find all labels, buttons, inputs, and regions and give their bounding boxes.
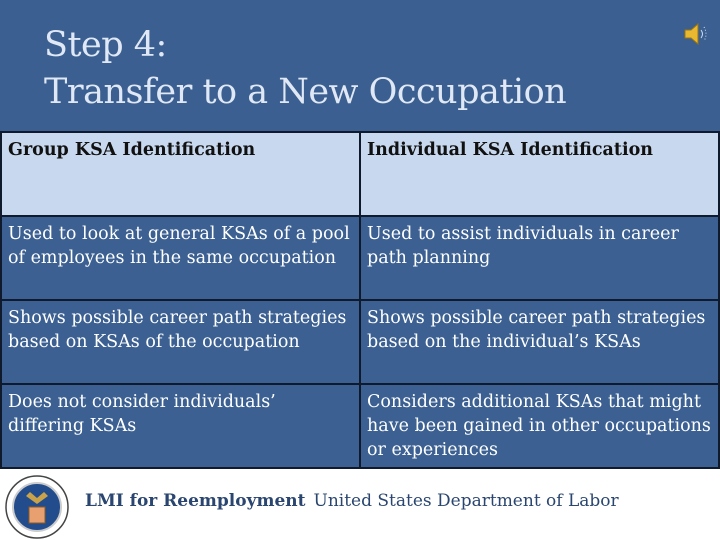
table-cell: Considers additional KSAs that might have been gained in other occupations or experiences [360,384,719,468]
table-cell: Used to look at general KSAs of a pool of employees in the same occupation [1,216,360,300]
agency-name: United States Department of Labor [313,491,619,511]
table-cell: Shows possible career path strategies based on KSAs of the occupation [1,300,360,384]
dol-seal-logo [4,474,70,540]
table-row [1,300,719,384]
header-group-ksa: Group KSA Identification [1,132,360,216]
table-cell: Shows possible career path strategies based on the individual’s KSAs [360,300,719,384]
speaker-icon[interactable] [683,22,709,46]
table-row [1,216,719,300]
table-cell: Used to assist individuals in career path planning [360,216,719,300]
title-line-2: Transfer to a New Occupation [44,72,567,112]
footer [0,470,720,540]
table-row [1,384,719,468]
slide-title [44,22,566,116]
table-header-row [1,132,719,216]
table-cell: Does not consider individuals’ differing KSAs [1,384,360,468]
program-name: LMI for Reemployment [85,491,306,511]
header-individual-ksa: Individual KSA Identification [360,132,719,216]
footer-text [85,491,619,511]
ksa-comparison-table [0,131,720,469]
title-line-1: Step 4: [44,25,167,65]
